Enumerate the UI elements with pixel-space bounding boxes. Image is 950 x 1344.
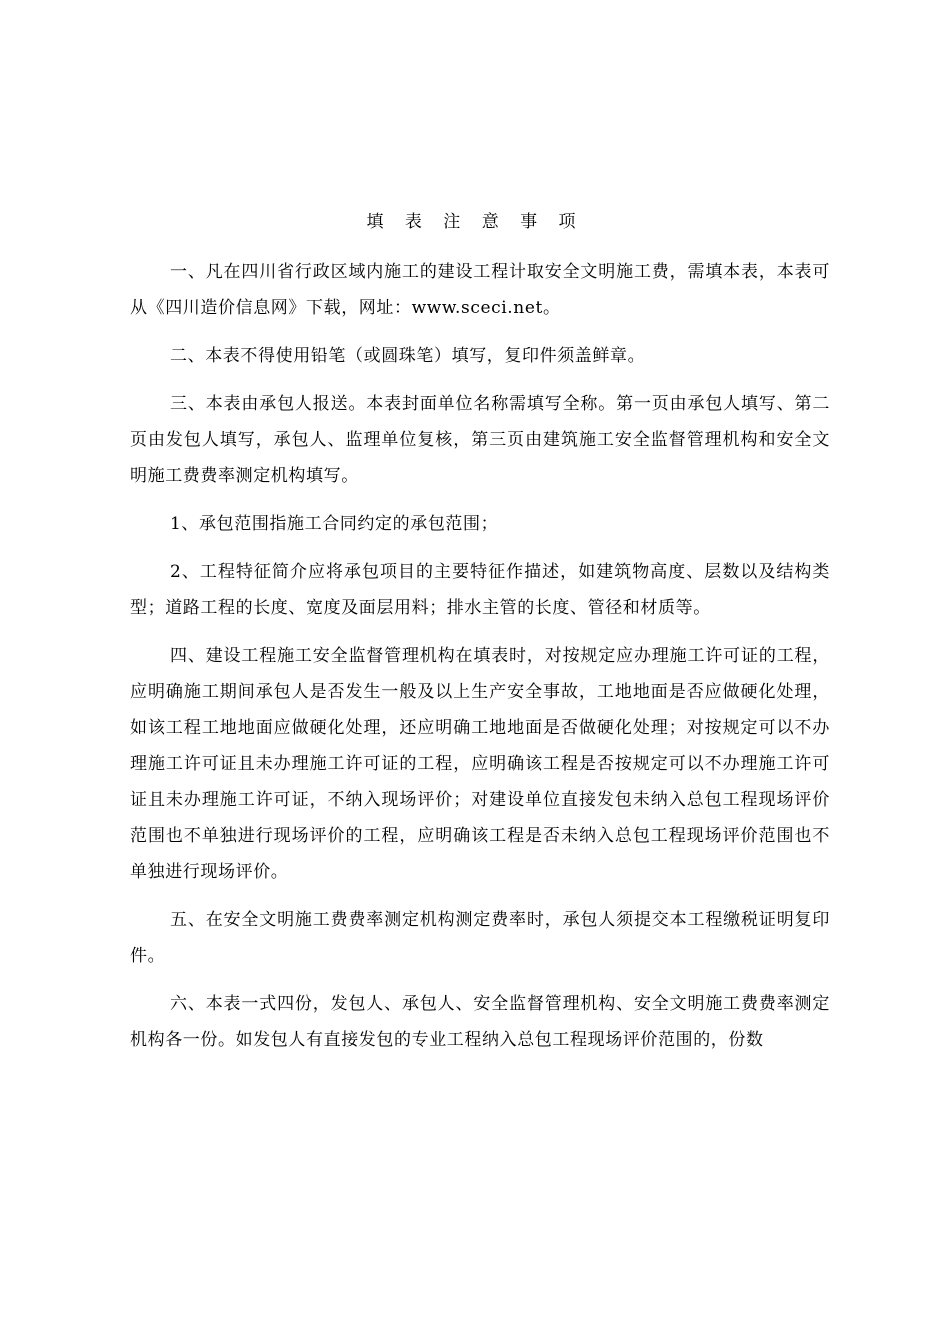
instruction-item-1: 1、承包范围指施工合同约定的承包范围； xyxy=(170,514,499,534)
page-title: 填 表 注 意 事 项 xyxy=(366,212,584,232)
instruction-paragraph-5: 五、在安全文明施工费费率测定机构测定费率时，承包人须提交本工程缴税证明复印件。 xyxy=(130,910,830,966)
instruction-item-2: 2、工程特征简介应将承包项目的主要特征作描述，如建筑物高度、层数以及结构类型；道路工程的长度、宽度及面层用料；排水主管的长度、管径和材质等。 xyxy=(130,562,830,618)
instruction-paragraph-1: 一、凡在四川省行政区域内施工的建设工程计取安全文明施工费，需填本表，本表可从《四川造价信息网》下载，网址：www.sceci.net。 xyxy=(130,262,830,318)
instructions-body xyxy=(130,254,830,1070)
instruction-paragraph-2: 二、本表不得使用铅笔（或圆珠笔）填写，复印件须盖鲜章。 xyxy=(170,346,646,366)
instruction-paragraph-3: 三、本表由承包人报送。本表封面单位名称需填写全称。第一页由承包人填写、第二页由发包人填写，承包人、监理单位复核，第三页由建筑施工安全监督管理机构和安全文明施工费费率测定机构填写。 xyxy=(130,394,830,486)
instruction-paragraph-4: 四、建设工程施工安全监督管理机构在填表时，对按规定应办理施工许可证的工程，应明确施工期间承包人是否发生一般及以上生产安全事故，工地地面是否应做硬化处理，如该工程工地地面应做硬化处理，还应明确工地地面是否做硬化处理；对按规定可以不办理施工许可证且未办理施工许可证的工程，应明确该工程是否按规定可以不办理施工许可证且未办理施工许可证，不纳入现场评价；对建设单位直接发包未纳入总包工程现场评价范围也不单独进行现场评价的工程，应明确该工程是否未纳入总包工程现场评价范围也不单独进行现场评价。 xyxy=(130,646,830,882)
instruction-paragraph-6: 六、本表一式四份，发包人、承包人、安全监督管理机构、安全文明施工费费率测定机构各一份。如发包人有直接发包的专业工程纳入总包工程现场评价范围的，份数 xyxy=(130,994,830,1050)
